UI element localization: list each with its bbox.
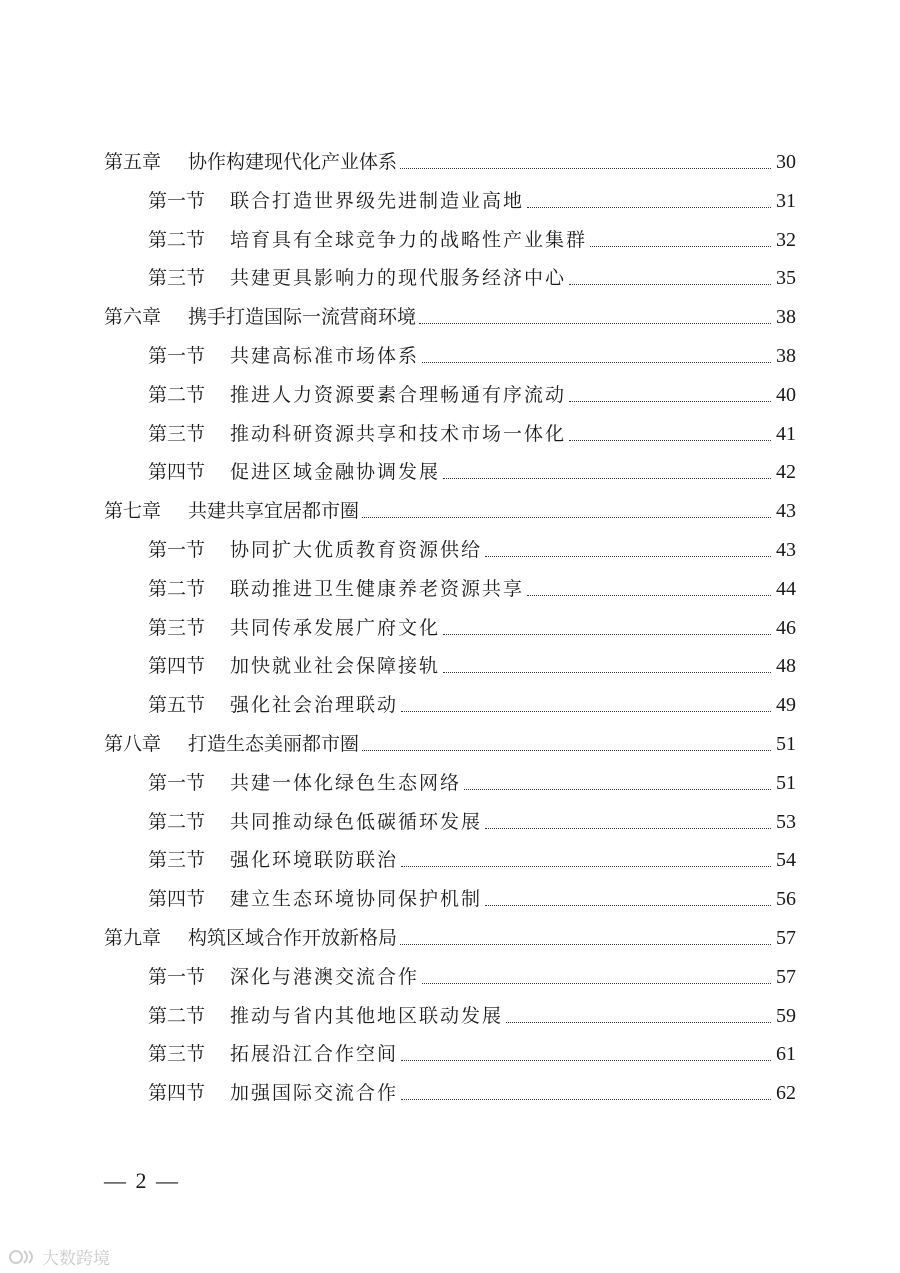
watermark-logo-icon (8, 1247, 38, 1267)
toc-entry-title: 共建更具影响力的现代服务经济中心 (230, 267, 567, 290)
dot-leader (401, 710, 771, 712)
toc-entry-page: 61 (776, 1043, 796, 1066)
toc-entry-title: 强化社会治理联动 (230, 694, 399, 717)
dot-leader (419, 322, 771, 324)
toc-entry-number: 第三节 (148, 267, 206, 290)
toc-entry-page: 42 (776, 461, 796, 484)
dot-leader (506, 1021, 771, 1023)
dot-leader (569, 439, 771, 441)
toc-entry-number: 第八章 (104, 733, 162, 755)
toc-entry-page: 48 (776, 655, 796, 678)
toc-entry-number: 第二节 (148, 577, 206, 600)
toc-section-row (148, 616, 796, 640)
toc-entry-number: 第三节 (148, 1043, 206, 1066)
toc-entry-page: 54 (776, 849, 796, 872)
toc-entry-title: 培育具有全球竞争力的战略性产业集群 (230, 228, 588, 251)
toc-section-row (148, 344, 796, 368)
toc-entry-title: 共建一体化绿色生态网络 (230, 771, 462, 794)
toc-entry-title: 建立生态环境协同保护机制 (230, 888, 483, 911)
toc-entry-title: 拓展沿江合作空间 (230, 1043, 399, 1066)
toc-entry-title: 推进人力资源要素合理畅通有序流动 (230, 383, 567, 406)
toc-entry-page: 62 (776, 1082, 796, 1105)
toc-entry-number: 第四节 (148, 655, 206, 678)
toc-entry-number: 第三节 (148, 422, 206, 445)
toc-section-row (148, 189, 796, 213)
toc-entry-page: 41 (776, 422, 796, 445)
toc-entry-page: 40 (776, 383, 796, 406)
dot-leader (401, 1098, 771, 1100)
toc-chapter-row (104, 926, 796, 950)
dot-leader (485, 904, 771, 906)
toc-entry-number: 第七章 (104, 500, 162, 523)
toc-entry-number: 第一节 (148, 345, 206, 367)
toc-entry-page: 38 (776, 345, 796, 367)
toc-section-row (148, 693, 796, 717)
toc-section-row (148, 654, 796, 678)
dot-leader (400, 167, 771, 169)
toc-section-row (148, 422, 796, 446)
toc-entry-number: 第三节 (148, 616, 206, 639)
toc-entry-title: 共同传承发展广府文化 (230, 616, 441, 639)
toc-entry-number: 第四节 (148, 461, 206, 484)
toc-entry-page: 49 (776, 694, 796, 717)
toc-entry-page: 38 (776, 306, 796, 329)
toc-entry-number: 第三节 (148, 849, 206, 872)
dot-leader (527, 594, 771, 596)
dot-leader (401, 1059, 771, 1061)
dot-leader (590, 245, 771, 247)
toc-entry-number: 第九章 (104, 927, 162, 949)
toc-entry-page: 53 (776, 810, 796, 833)
toc-entry-number: 第四节 (148, 888, 206, 911)
toc-entry-title: 促进区域金融协调发展 (230, 461, 441, 484)
toc-chapter-row (104, 499, 796, 523)
toc-chapter-row (104, 150, 796, 174)
toc-entry-number: 第一节 (148, 189, 206, 212)
toc-entry-title: 构筑区域合作开放新格局 (188, 927, 398, 949)
toc-section-row (148, 887, 796, 911)
toc-entry-page: 59 (776, 1004, 796, 1027)
toc-entry-number: 第二节 (148, 228, 206, 251)
dot-leader (422, 982, 771, 984)
dot-leader (464, 788, 771, 790)
toc-section-row (148, 965, 796, 989)
toc-entry-page: 31 (776, 189, 796, 212)
dot-leader (527, 206, 771, 208)
toc-entry-title: 强化环境联防联治 (230, 849, 399, 872)
toc-entry-page: 35 (776, 267, 796, 290)
toc-entry-number: 第一节 (148, 965, 206, 988)
toc-entry-number: 第一节 (148, 539, 206, 561)
toc-entry-title: 打造生态美丽都市圈 (188, 733, 360, 755)
toc-entry-page: 43 (776, 539, 796, 561)
toc-entry-page: 57 (776, 965, 796, 988)
page-number-footer: — 2 — (104, 1168, 180, 1193)
toc-section-row (148, 383, 796, 407)
toc-entry-page: 57 (776, 927, 796, 949)
dot-leader (485, 827, 771, 829)
toc-entry-number: 第一节 (148, 771, 206, 794)
toc-section-row (148, 538, 796, 562)
toc-entry-number: 第二节 (148, 1004, 206, 1027)
toc-entry-page: 46 (776, 616, 796, 639)
watermark (8, 1244, 110, 1269)
toc-chapter-row (104, 305, 796, 329)
toc-entry-title: 共建共享宜居都市圈 (188, 500, 360, 523)
dot-leader (422, 361, 771, 363)
dot-leader (362, 749, 771, 751)
toc-entry-title: 深化与港澳交流合作 (230, 965, 420, 988)
toc-entry-title: 联合打造世界级先进制造业高地 (230, 189, 525, 212)
toc-section-row (148, 1081, 796, 1105)
toc-entry-title: 联动推进卫生健康养老资源共享 (230, 577, 525, 600)
dot-leader (362, 516, 771, 518)
toc-entry-number: 第四节 (148, 1082, 206, 1105)
toc-entry-page: 44 (776, 577, 796, 600)
toc-section-row (148, 266, 796, 290)
toc-section-row (148, 810, 796, 834)
toc-entry-page: 56 (776, 888, 796, 911)
toc-entry-title: 携手打造国际一流营商环境 (188, 306, 417, 329)
dot-leader (569, 400, 771, 402)
toc-entry-page: 43 (776, 500, 796, 523)
toc-entry-title: 加快就业社会保障接轨 (230, 655, 441, 678)
toc-entry-number: 第二节 (148, 810, 206, 833)
toc-entry-number: 第二节 (148, 383, 206, 406)
toc-entry-page: 51 (776, 771, 796, 794)
toc-entry-title: 协作构建现代化产业体系 (188, 151, 398, 173)
toc-entry-title: 推动科研资源共享和技术市场一体化 (230, 422, 567, 445)
dot-leader (443, 633, 771, 635)
toc-entry-number: 第五节 (148, 694, 206, 717)
toc-section-row (148, 460, 796, 484)
dot-leader (443, 671, 771, 673)
toc-section-row (148, 577, 796, 601)
toc-entry-number: 第六章 (104, 306, 162, 329)
toc-chapter-row (104, 732, 796, 756)
toc-section-row (148, 1042, 796, 1066)
toc-entry-page: 51 (776, 733, 796, 755)
toc-section-row (148, 1004, 796, 1028)
toc-entry-title: 共建高标准市场体系 (230, 345, 420, 367)
watermark-text: 大数跨境 (42, 1249, 110, 1269)
toc-entry-number: 第五章 (104, 151, 162, 173)
toc-entry-title: 共同推动绿色低碳循环发展 (230, 810, 483, 833)
toc-entry-title: 协同扩大优质教育资源供给 (230, 539, 483, 561)
dot-leader (401, 865, 771, 867)
dot-leader (443, 477, 771, 479)
dot-leader (485, 555, 771, 557)
toc-section-row (148, 848, 796, 872)
toc-entry-title: 加强国际交流合作 (230, 1082, 399, 1105)
toc-entry-page: 32 (776, 228, 796, 251)
toc-entry-page: 30 (776, 151, 796, 173)
toc-section-row (148, 771, 796, 795)
dot-leader (400, 943, 771, 945)
toc-entry-title: 推动与省内其他地区联动发展 (230, 1004, 504, 1027)
toc-section-row (148, 228, 796, 252)
dot-leader (569, 283, 771, 285)
